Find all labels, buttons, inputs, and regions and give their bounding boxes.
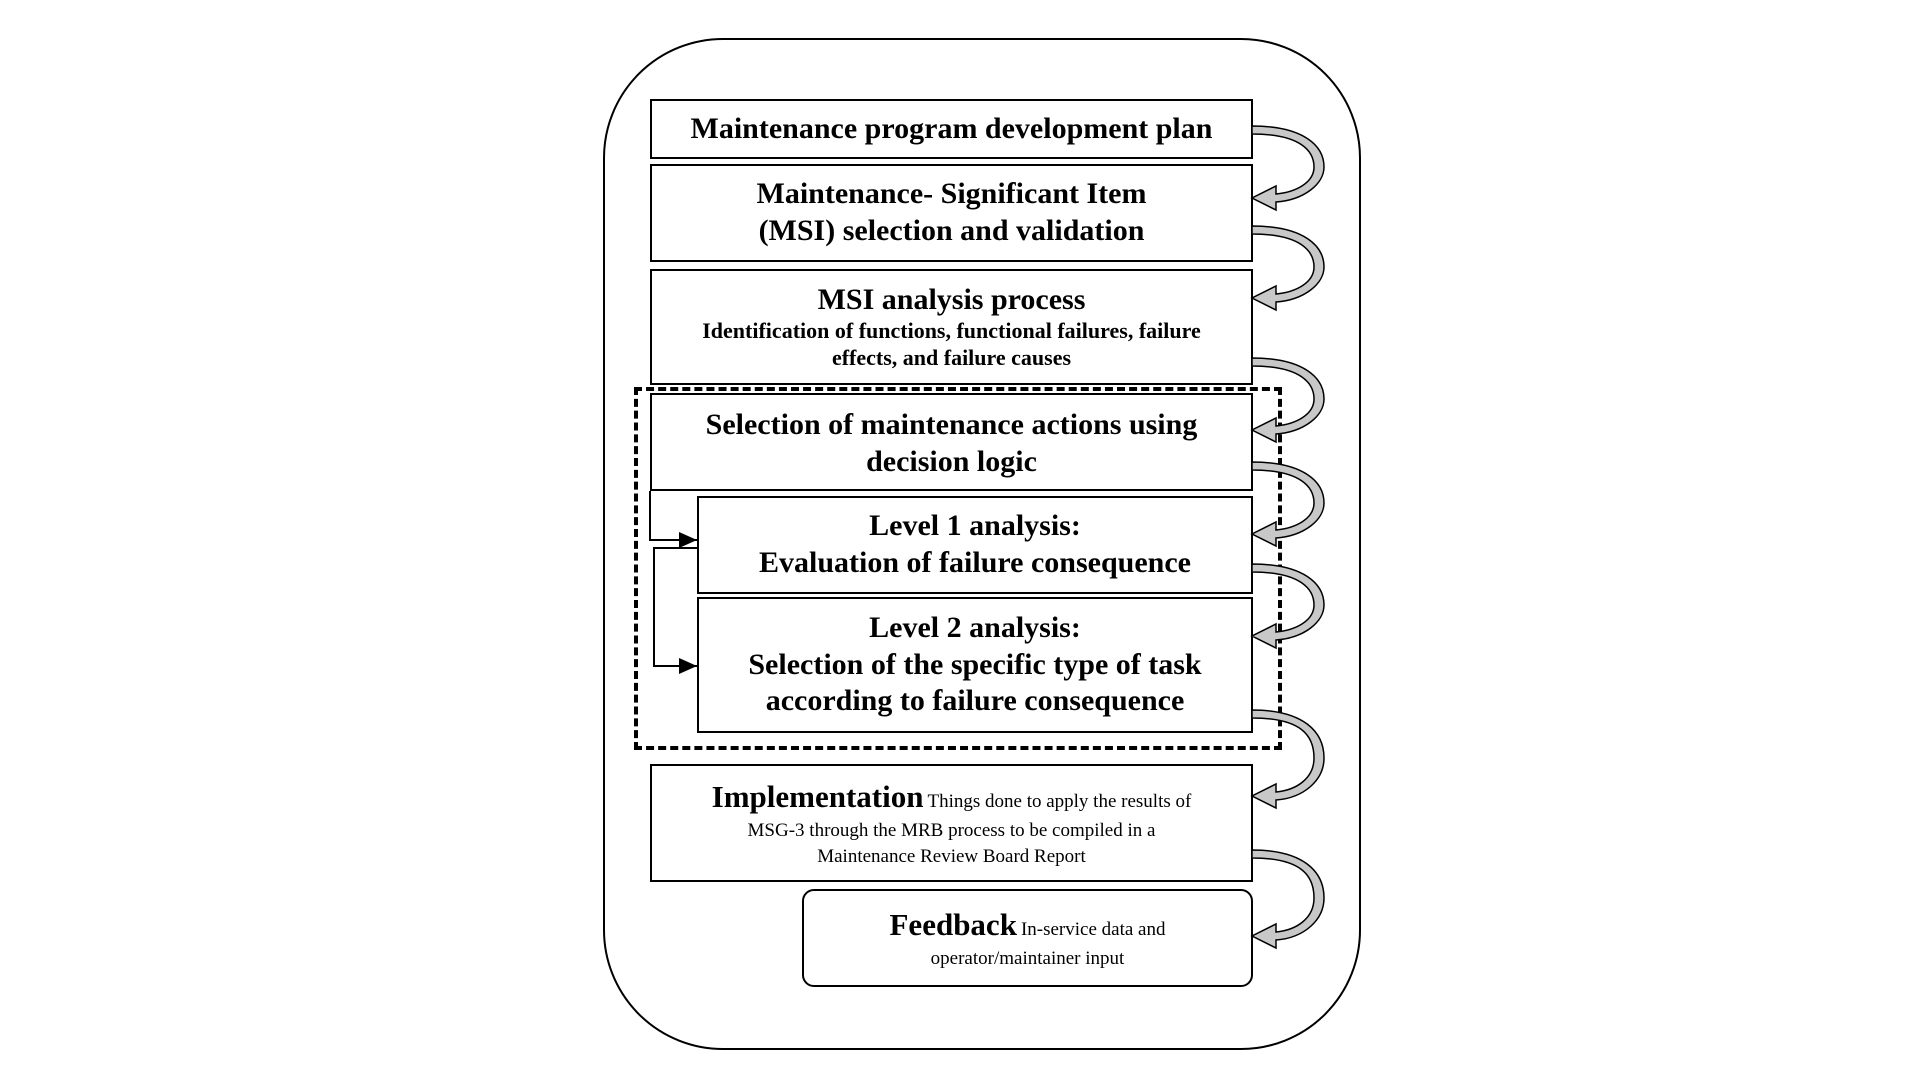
level1-analysis-box <box>697 496 1253 594</box>
level2-description-line-1: Selection of the specific type of task <box>748 647 1202 681</box>
decision-logic-box <box>650 393 1253 491</box>
development-plan-box <box>650 99 1253 159</box>
development-plan-label: Maintenance program development plan <box>690 111 1213 145</box>
level2-title: Level 2 analysis: <box>869 611 1081 645</box>
implementation-first-line <box>712 776 1192 818</box>
implementation-line-1: Things done to apply the results of <box>927 791 1192 813</box>
msi-selection-line-1: Maintenance- Significant Item <box>756 177 1147 211</box>
feedback-title: Feedback <box>889 907 1017 943</box>
level1-title: Level 1 analysis: <box>869 509 1081 543</box>
implementation-title: Implementation <box>711 779 924 815</box>
msi-selection-line-2: (MSI) selection and validation <box>758 214 1145 247</box>
level2-analysis-box <box>697 597 1253 733</box>
level1-description: Evaluation of failure consequence <box>759 546 1191 579</box>
implementation-box <box>650 764 1253 882</box>
msi-analysis-line-2: effects, and failure causes <box>831 345 1072 371</box>
feedback-box <box>802 889 1253 987</box>
feedback-line-1: In-service data and <box>1020 919 1166 941</box>
msi-selection-box <box>650 164 1253 262</box>
msi-analysis-line-1: Identification of functions, functional failures, failure <box>702 318 1201 344</box>
decision-logic-line-1: Selection of maintenance actions using <box>705 408 1198 441</box>
level2-description-line-2: according to failure consequence <box>765 684 1185 718</box>
feedback-first-line <box>890 904 1166 946</box>
implementation-line-2: MSG-3 through the MRB process to be compiled in a <box>747 820 1156 842</box>
msi-analysis-box <box>650 269 1253 385</box>
decision-logic-line-2: decision logic <box>866 444 1037 478</box>
feedback-line-2: operator/maintainer input <box>930 948 1125 970</box>
implementation-line-3: Maintenance Review Board Report <box>817 845 1086 867</box>
msi-analysis-title: MSI analysis process <box>817 282 1086 316</box>
